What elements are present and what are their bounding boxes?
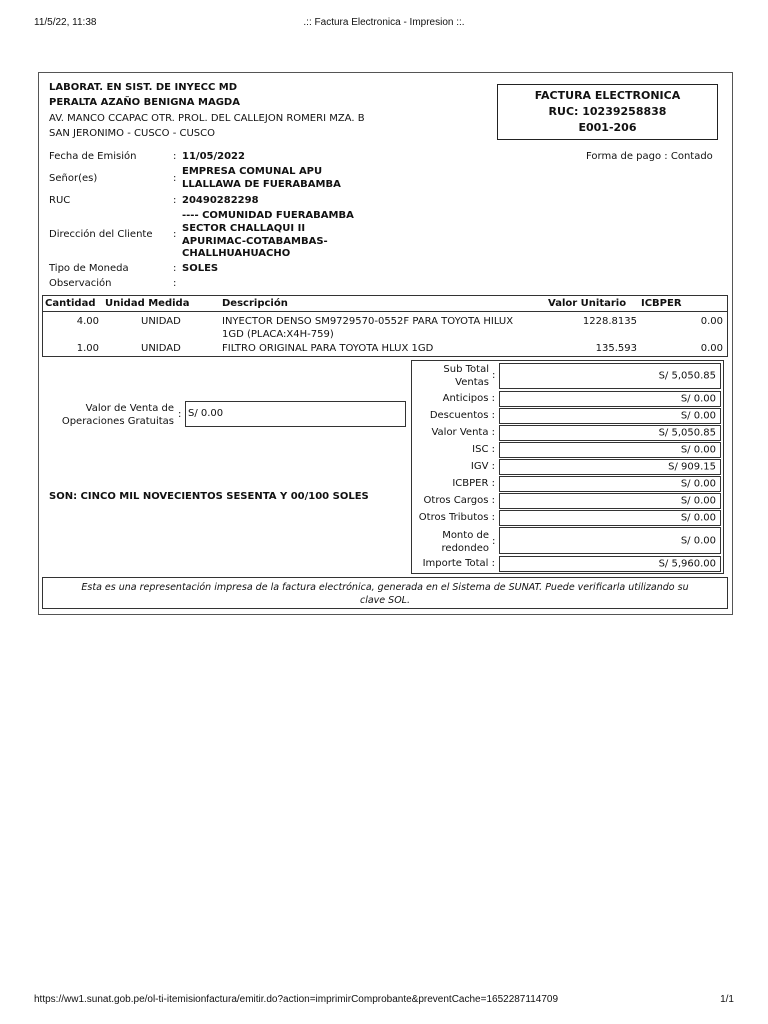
col-descripcion: Descripción (222, 298, 288, 309)
fecha-label: Fecha de Emisión (49, 151, 137, 162)
descuentos-box (499, 408, 721, 424)
importe-total-label: Importe Total : (422, 558, 495, 569)
importe-total-value: S/ 5,960.00 (658, 558, 716, 570)
subtotal-label-line2: Ventas (455, 377, 489, 388)
descuentos-label: Descuentos : (429, 410, 495, 421)
moneda-label: Tipo de Moneda (49, 263, 129, 274)
print-url: https://ww1.sunat.gob.pe/ol-ti-itemisionfactura/emitir.do?action=imprimirComprobante&preventCache=1652287114709 (34, 994, 558, 1005)
doc-id-box (497, 84, 718, 140)
fecha-value: 11/05/2022 (182, 151, 245, 162)
invoice-document (38, 72, 733, 615)
observacion-sep: : (173, 278, 177, 289)
igv-label: IGV : (470, 461, 495, 472)
legal-note-line2: clave SOL. (360, 595, 410, 606)
direccion-line1: ---- COMUNIDAD FUERABAMBA (182, 210, 354, 221)
ruc-label: RUC (49, 195, 71, 206)
redondeo-sep: : (492, 536, 496, 547)
observacion-label: Observación (49, 278, 112, 289)
row-unidad: UNIDAD (141, 343, 181, 354)
direccion-sep: : (173, 229, 177, 240)
row-descripcion-line1: FILTRO ORIGINAL PARA TOYOTA HLUX 1GD (222, 343, 434, 354)
direccion-line3: APURIMAC-COTABAMBAS- (182, 236, 328, 247)
row-descripcion-line1: INYECTOR DENSO SM9729570-0552F PARA TOYOTA HILUX (222, 316, 514, 327)
forma-pago: Forma de pago : Contado (586, 151, 713, 162)
icbper-label: ICBPER : (452, 478, 495, 489)
igv-box (499, 459, 721, 475)
row-icbper: 0.00 (700, 343, 723, 354)
row-unidad: UNIDAD (141, 316, 181, 327)
isc-label: ISC : (472, 444, 495, 455)
anticipos-label: Anticipos : (442, 393, 495, 404)
valor-venta-label: Valor Venta : (431, 427, 495, 438)
doc-ruc: RUC: 10239258838 (548, 105, 667, 118)
descuentos-value: S/ 0.00 (680, 410, 716, 422)
doc-number: E001-206 (578, 121, 637, 134)
otros-cargos-box (499, 493, 721, 509)
otros-tributos-value: S/ 0.00 (680, 512, 716, 524)
redondeo-box (499, 527, 721, 554)
isc-value: S/ 0.00 (680, 444, 716, 456)
subtotal-sep: : (492, 370, 496, 381)
moneda-value: SOLES (182, 263, 219, 274)
print-page-number: 1/1 (720, 994, 734, 1005)
fecha-sep: : (173, 151, 177, 162)
print-page-title: .:: Factura Electronica - Impresion ::. (303, 17, 465, 28)
senor-value-line2: LLALLAWA DE FUERABAMBA (182, 179, 341, 190)
col-cantidad: Cantidad (45, 298, 96, 309)
row-valor-unitario: 135.593 (595, 343, 637, 354)
row-valor-unitario: 1228.8135 (582, 316, 637, 327)
ruc-value: 20490282298 (182, 195, 259, 206)
gratuitas-value: S/ 0.00 (188, 408, 224, 419)
col-icbper: ICBPER (641, 298, 682, 309)
items-table-header (43, 296, 727, 312)
anticipos-box (499, 391, 721, 407)
col-valor-unitario: Valor Unitario (548, 298, 627, 309)
gratuitas-label-line1: Valor de Venta de (85, 403, 174, 414)
otros-cargos-label: Otros Cargos : (423, 495, 495, 506)
redondeo-value: S/ 0.00 (680, 535, 716, 546)
row-icbper: 0.00 (700, 316, 723, 327)
otros-tributos-label: Otros Tributos : (418, 512, 495, 523)
isc-box (499, 442, 721, 458)
emisor-address-line2: SAN JERONIMO - CUSCO - CUSCO (49, 128, 215, 139)
gratuitas-label-line2: Operaciones Gratuitas (61, 416, 174, 427)
ruc-sep: : (173, 195, 177, 206)
redondeo-label-line1: Monto de (442, 530, 489, 541)
subtotal-box (499, 363, 721, 389)
totals-panel (411, 360, 724, 574)
valor-venta-box (499, 425, 721, 441)
otros-cargos-value: S/ 0.00 (680, 495, 716, 507)
print-header (0, 17, 768, 31)
igv-value: S/ 909.15 (668, 461, 716, 473)
emisor-name-line1: LABORAT. EN SIST. DE INYECC MD (49, 82, 238, 93)
redondeo-label-line2: redondeo (441, 543, 489, 554)
direccion-label: Dirección del Cliente (49, 229, 153, 240)
emisor-address-line1: AV. MANCO CCAPAC OTR. PROL. DEL CALLEJON ROMERI MZA. B (49, 113, 365, 124)
row-cantidad: 1.00 (76, 343, 99, 354)
icbper-box (499, 476, 721, 492)
emisor-name-line2: PERALTA AZAÑO BENIGNA MAGDA (49, 97, 240, 108)
valor-venta-value: S/ 5,050.85 (658, 427, 716, 439)
legal-note-line1: Esta es una representación impresa de la factura electrónica, generada en el Sistema de SUNAT. Puede verificarla utilizando su (81, 582, 689, 593)
icbper-value: S/ 0.00 (680, 478, 716, 490)
row-descripcion-line2: 1GD (PLACA:X4H-759) (222, 329, 334, 340)
gratuitas-sep: : (178, 409, 182, 420)
senor-sep: : (173, 173, 177, 184)
doc-type: FACTURA ELECTRONICA (534, 89, 681, 102)
anticipos-value: S/ 0.00 (680, 393, 716, 405)
direccion-line4: CHALLHUAHUACHO (182, 248, 291, 259)
subtotal-value: S/ 5,050.85 (658, 370, 716, 382)
otros-tributos-box (499, 510, 721, 526)
print-datetime: 11/5/22, 11:38 (34, 17, 97, 28)
senor-label: Señor(es) (49, 173, 98, 184)
amount-in-words: SON: CINCO MIL NOVECIENTOS SESENTA Y 00/100 SOLES (49, 491, 369, 502)
direccion-line2: SECTOR CHALLAQUI II (182, 223, 306, 234)
legal-note (42, 577, 728, 609)
senor-value-line1: EMPRESA COMUNAL APU (182, 166, 323, 177)
row-cantidad: 4.00 (76, 316, 99, 327)
col-unidad: Unidad Medida (105, 298, 190, 309)
importe-total-box (499, 556, 721, 572)
gratuitas-value-box (185, 401, 406, 427)
subtotal-label-line1: Sub Total (443, 364, 489, 375)
items-table (42, 295, 728, 357)
moneda-sep: : (173, 263, 177, 274)
